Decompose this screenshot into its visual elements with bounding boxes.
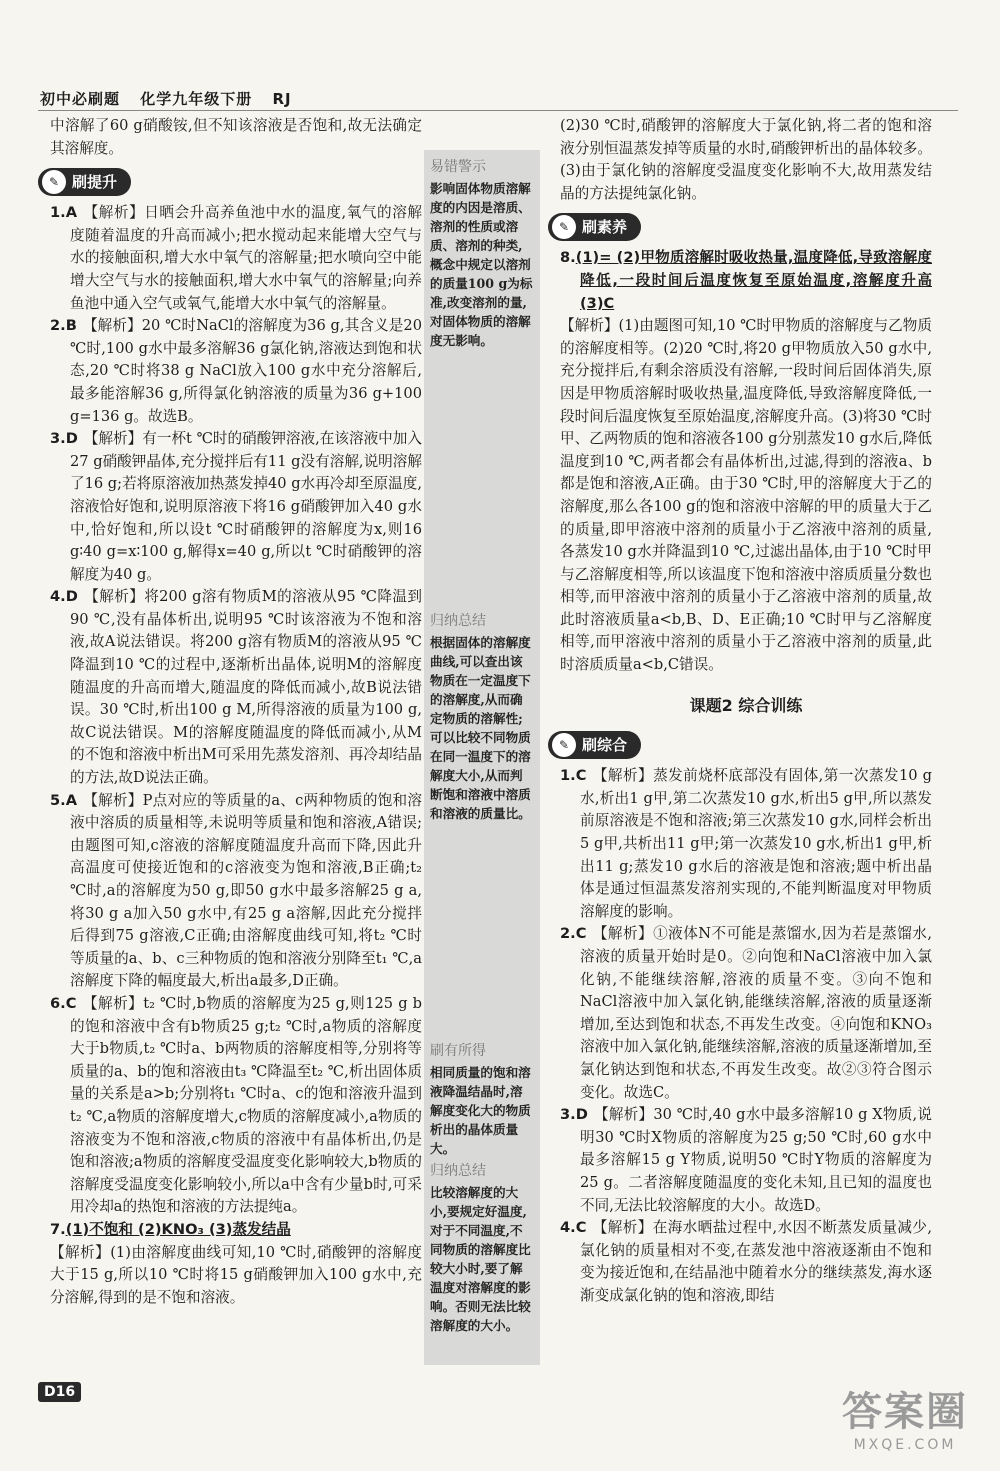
section-badge-2 [548,213,641,241]
item-explanation: 【解析】有一杯t ℃时的硝酸钾溶液,在该溶液中加入27 g硝酸钾晶体,充分搅拌后有11 g没有溶解,说明溶解了16 g;若将原溶液加热蒸发掉40 g水再冷却至原温度,溶液恰好饱和,说明原溶液下将16 g硝酸钾加入40 g水中,恰好饱和,所以设t ℃时硝酸钾的溶解度为x,则16 g∶40 g=x∶100 g,解得x=40 g,所以t ℃时硝酸钾的溶解度为40 g。 [70,430,422,583]
section-badge-3 [548,731,641,759]
tip-box-1 [430,158,534,350]
item-answer: D [65,588,78,606]
tip-box-4 [430,1162,534,1335]
tip-text: 根据固体的溶解度曲线,可以查出该物质在一定温度下的溶解度,从而确定物质的溶解性;可以比较不同物质在同一温度下的溶解度大小,从而判断饱和溶液中溶质和溶液的质量比。 [430,635,531,821]
subject-name: 化学九年级下册 [140,90,253,108]
item-answer: D [575,1106,588,1124]
edition: RJ [272,90,292,108]
answer-item-2 [50,315,422,428]
item-explanation: 【解析】30 ℃时,40 g水中最多溶解10 g X物质,说明30 ℃时X物质的溶解度为25 g;50 ℃时,60 g水中最多溶解15 g Y物质,说明50 ℃时Y物质的溶解度为25 g。二者溶解度随温度的变化未知,且已知的温度也不同,无法比较溶解度的大小。故选D。 [580,1106,932,1214]
answer-item-1 [50,202,422,315]
item-number: 5. [50,791,66,809]
item-number: 3. [50,430,66,448]
item-7-explanation: 【解析】(1)由溶解度曲线可知,10 ℃时,硝酸钾的溶解度大于15 g,所以10 ℃时将15 g硝酸钾加入100 g水中,充分溶解,得到的是不饱和溶液。 [50,1243,422,1306]
item-answer: A [65,791,77,809]
item-8-explanation: 【解析】(1)由题图可知,10 ℃时甲物质的溶解度与乙物质的溶解度相等。(2)20 ℃时,将20 g甲物质放入50 g水中,充分搅拌后,有剩余溶质没有溶解,一段时间后固体消失,原因是甲物质溶解时吸收热量,温度降低,导致溶解度降低,一段时间后温度恢复至原始温度,溶解度升高。(3)将30 ℃时甲、乙两物质的饱和溶液各100 g分别蒸发10 g水后,降低温度到10 ℃,两者都会有晶体析出,过滤,得到的溶液a、b都是饱和溶液,A正确。由于30 ℃时,甲的溶解度大于乙的溶解度,那么各100 g的饱和溶液中溶解的甲的质量大于乙的质量,即甲溶液中溶剂的质量小于乙溶液中溶剂的质量,各蒸发10 g水并降温到10 ℃,过滤出晶体,由于10 ℃时甲与乙溶解度相等,所以该温度下饱和溶液中溶质质量分数也相等,而甲溶液中溶剂的质量小于乙溶液中溶剂的质量,故此时溶液质量a<b,B、D、E正确;10 ℃时甲与乙溶解度相等,而甲溶液中溶剂的质量小于乙溶液中溶剂的质量,此时溶质质量a<b,C错误。 [560,317,932,674]
item-number: 4. [50,588,66,606]
item-answer: C [575,767,587,785]
item-number: 7. [50,1220,66,1238]
item-answer: C [65,994,77,1012]
section-title: 刷素养 [582,218,628,237]
item-number: 3. [560,1106,576,1124]
item-explanation: 【解析】在海水晒盐过程中,水因不断蒸发质量减少,氯化钠的质量相对不变,在蒸发池中溶液逐渐由不饱和变为接近饱和,在结晶池中随着水分的继续蒸发,海水逐渐变成氯化钠的饱和溶液,即结 [580,1219,932,1304]
section-title: 刷综合 [582,735,628,754]
tip-box-2 [430,612,534,823]
item-number: 6. [50,994,66,1012]
intro-text: 中溶解了60 g硝酸铵,但不知该溶液是否饱和,故无法确定其溶解度。 [50,117,422,157]
brush-icon: ✎ [42,170,66,194]
item-answer: D [65,430,78,448]
answer-item-7 [50,1219,422,1242]
answer-item-8 [560,247,932,315]
item-number: 1. [560,767,576,785]
answer-item-r4 [560,1217,932,1307]
section-badge-1 [38,168,131,196]
tip-text: 影响固体物质溶解度的内因是溶质、溶剂的性质或溶质、溶剂的种类,概念中规定以溶剂的质量100 g为标准,改变溶剂的量,对固体物质的溶解度无影响。 [430,181,533,348]
answer-item-6 [50,993,422,1219]
answer-item-r3 [560,1104,932,1217]
item-answer: C [575,1219,587,1237]
tip-title: 易错警示 [430,159,486,175]
header-divider [38,110,958,111]
answer-item-4 [50,586,422,789]
tip-text: 比较溶解度的大小,要规定好温度,对于不同温度,不同物质的溶解度比较大小时,要了解温度对溶解度的影响。否则无法比较溶解度的大小。 [430,1185,531,1333]
tip-text: 相同质量的饱和溶液降温结晶时,溶解度变化大的物质析出的晶体质量大。 [430,1065,531,1156]
item-explanation: 【解析】20 ℃时NaCl的溶解度为36 g,其含义是20 ℃时,100 g水中最多溶解36 g氯化钠,溶液达到饱和状态,20 ℃时将38 g NaCl放入100 g水中充分溶解后,最多能溶解36 g,所得氯化钠溶液的质量为36 g+100 g=136 g。故选B。 [70,317,422,425]
item-explanation: 【解析】将200 g溶有物质M的溶液从95 ℃降温到90 ℃,没有晶体析出,说明95 ℃时该溶液为不饱和溶液,故A说法错误。将200 g溶有物质M的溶液从95 ℃降温到10 ℃的过程中,逐渐析出晶体,说明M的溶解度随温度的升高而增大,随温度的降低而减小,故B说法错误。30 ℃时,析出100 g M,所得溶液的质量为100 g,故C说法错误。M的溶解度随温度的降低而减小,从M的不饱和溶液中析出M可采用先蒸发溶剂、再冷却结晶的方法,故D说法正确。 [70,588,422,787]
item-explanation: 【解析】①液体N不可能是蒸馏水,因为若是蒸馏水,溶液的质量开始时是0。②向饱和NaCl溶液中加入氯化钠,不能继续溶解,溶液的质量不变。③向不饱和NaCl溶液中加入氯化钠,能继续溶解,溶液的质量逐渐增加,至达到饱和状态,不再发生改变。④向饱和KNO₃溶液中加入氯化钠,能继续溶解,溶液的质量逐渐增加,至氯化钠达到饱和状态,不再发生改变。故②③符合图示变化。故选C。 [580,925,932,1101]
page-header [40,88,306,109]
tip-box-3 [430,1042,534,1158]
page-number: D16 [38,1382,81,1402]
item-number: 8. [560,249,576,267]
left-column [50,115,422,1309]
tip-title: 归纳总结 [430,613,486,629]
lesson-title: 课题2 综合训练 [689,695,803,715]
brush-icon: ✎ [552,215,576,239]
item-answer: A [65,204,77,222]
item-explanation: 【解析】t₂ ℃时,b物质的溶解度为25 g,则125 g b的饱和溶液中含有b物质25 g;t₂ ℃时,a物质的溶解度大于b物质,t₂ ℃时a、b两物质的溶解度相等,分别将等质量的a、b的饱和溶液由t₃ ℃降温至t₂ ℃,析出固体质量的关系是a>b;分别将t₁ ℃时a、c的饱和溶液升温到t₂ ℃,a物质的溶解度增大,c物质的溶解度减小,a物质的溶液变为不饱和溶液,c物质的溶液中有晶体析出,仍是饱和溶液;a物质的溶解度受温度变化影响较大,b物质的溶解度受温度变化影响较小,所以a中含有少量b时,可采用冷却a的热饱和溶液的方法提纯a。 [70,994,422,1216]
continued-text: (2)30 ℃时,硝酸钾的溶解度大于氯化钠,将二者的饱和溶液分别恒温蒸发掉等质量的水时,硝酸钾析出的晶体较多。(3)由于氯化钠的溶解度受温度变化影响不大,故用蒸发结晶的方法提纯氯化钠。 [560,117,932,202]
watermark [842,1380,968,1453]
tip-title: 刷有所得 [430,1043,486,1059]
brush-icon: ✎ [552,733,576,757]
tip-title: 归纳总结 [430,1163,486,1179]
right-column [560,115,932,1308]
item-answer: B [65,317,77,335]
item-number: 1. [50,204,66,222]
answer-item-r2 [560,923,932,1104]
series-name: 初中必刷题 [40,90,121,108]
watermark-url: MXQE.COM [853,1437,957,1453]
watermark-logo: 答案圈 [842,1389,968,1435]
answer-item-5 [50,790,422,993]
item-number: 2. [560,925,576,943]
answer-item-3 [50,428,422,586]
item-explanation: 【解析】P点对应的等质量的a、c两种物质的饱和溶液中溶质的质量相等,未说明等质量和饱和溶液,A错误;由题图可知,c溶液的溶解度随温度升高而下降,因此升高温度可使接近饱和的c溶液变为饱和溶液,B正确;t₂ ℃时,a的溶解度为50 g,即50 g水中最多溶解25 g a,将30 g a加入50 g水中,有25 g a溶解,因此充分搅拌后得到75 g溶液,C正确;由溶解度曲线可知,将t₂ ℃时等质量的a、b、c三种物质的饱和溶液分别降至t₁ ℃,a溶解度下降的幅度最大,析出a最多,D正确。 [70,791,422,990]
answer-item-r1 [560,765,932,923]
item-explanation: 【解析】日晒会升高养鱼池中水的温度,氧气的溶解度随着温度的升高而减小;把水搅动起来能增大空气与水的接触面积,增大水中氧气的溶解量;把水喷向空中能增大空气与水的接触面积,增大水中氧气的溶解量;向养鱼池中通入空气或氧气,能增大水中氧气的溶解量。 [70,204,422,312]
item-answer: (1)= (2)甲物质溶解时吸收热量,温度降低,导致溶解度降低,一段时间后温度恢复至原始温度,溶解度升高 (3)C [575,249,932,312]
item-answer: (1)不饱和 (2)KNO₃ (3)蒸发结晶 [65,1220,291,1238]
item-answer: C [575,925,587,943]
section-title: 刷提升 [72,172,118,191]
item-explanation: 【解析】蒸发前烧杯底部没有固体,第一次蒸发10 g水,析出1 g甲,第二次蒸发10 g水,析出5 g甲,所以蒸发前原溶液是不饱和溶液;第三次蒸发10 g水,同样会析出5 g甲,共析出11 g甲;第一次蒸发10 g水,析出1 g甲,析出11 g;蒸发10 g水后的溶液是饱和溶液;题中析出晶体是通过恒温蒸发溶剂实现的,不能判断温度对甲物质溶解度的影响。 [580,767,932,920]
item-number: 4. [560,1219,576,1237]
item-number: 2. [50,317,66,335]
